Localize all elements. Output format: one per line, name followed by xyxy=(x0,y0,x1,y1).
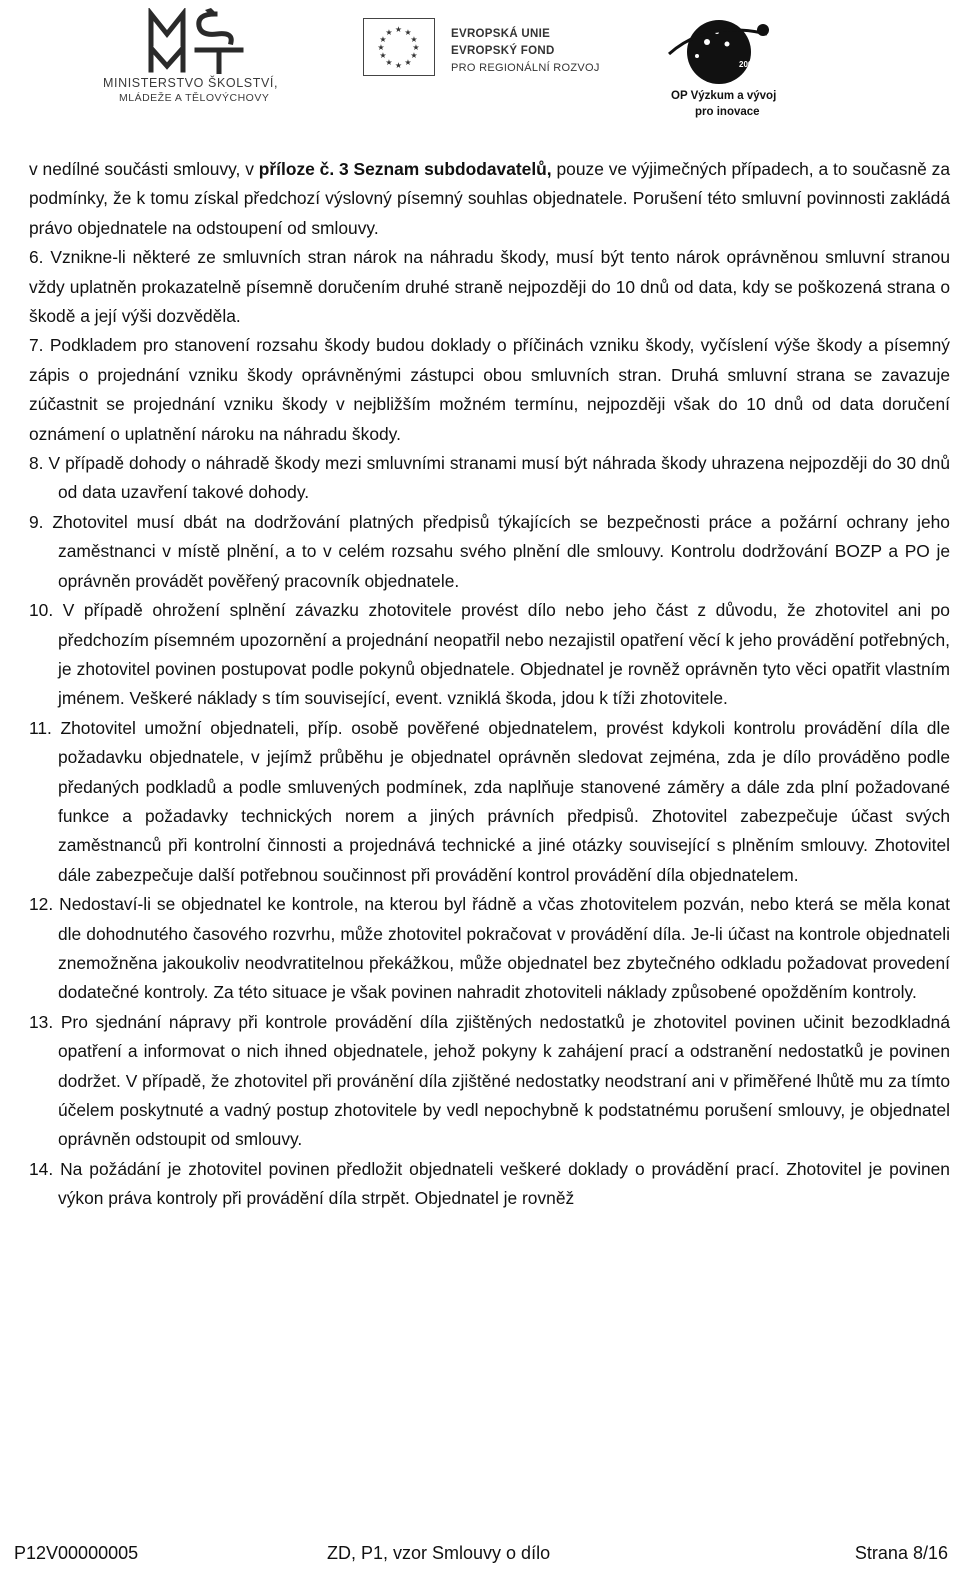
item-text: Podkladem pro stanovení rozsahu škody budou doklady o příčinách vzniku škody, vyčíslení výše škody a písemný zápis o projednání vzniku škody oprávněnými zástupci obou smluvních stran. Druhá smluvní strana se zavazuje zúčastnit se projednání vzniku škody v nejbližším možném termínu, nejpozději však do 10 dnů od data doručení oznámení o uplatnění nároku na náhradu škody. xyxy=(29,335,950,444)
msmt-emblem xyxy=(145,8,255,74)
op-line2: pro inovace xyxy=(695,106,760,118)
svg-text:★: ★ xyxy=(394,61,403,70)
item-12 xyxy=(29,890,950,1008)
msmt-name-line2: MLÁDEŽE A TĚLOVÝCHOVY xyxy=(119,92,270,104)
footer-document-title: ZD, P1, vzor Smlouvy o dílo xyxy=(327,1543,551,1563)
item-8 xyxy=(29,449,950,508)
item-number: 9. xyxy=(29,511,44,532)
footer-page-number: Strana 8/16 xyxy=(854,1543,948,1563)
svg-text:★: ★ xyxy=(385,28,393,37)
svg-text:★: ★ xyxy=(410,51,418,60)
op-line1: OP Výzkum a vývoj xyxy=(671,90,777,102)
item-9 xyxy=(29,508,950,596)
item-number: 13. xyxy=(29,1011,54,1032)
document-body xyxy=(29,155,950,1214)
item-11 xyxy=(29,714,950,890)
item-number: 7. xyxy=(29,335,44,356)
svg-text:★: ★ xyxy=(379,35,387,44)
item-text: Pro sjednání nápravy při kontrole provádění díla zjištěných nedostatků je zhotovitel povinen učinit bezodkladná opatření a informovat o nich ihned objednatele, jehož pokyny k zahájení prací a odstranění nedostatků je povinen dodržet. V případě, že zhotovitel při provánění díla zjištěné nedostatky neodstraní ani v přiměřené lhůtě mu za tímto účelem poskytnuté a vadný postup zhotovitele by vedl nepochybně k podstatnému porušení smlouvy, je objednatel oprávněn odstoupit od smlouvy. xyxy=(58,1011,950,1150)
item-text: V případě dohody o náhradě škody mezi smluvními stranami musí být náhrada škody uhrazena nejpozději do 30 dnů od data uzavření takové dohody. xyxy=(48,453,950,503)
footer-document-id: P12V00000005 xyxy=(14,1543,139,1563)
eu-flag-icon xyxy=(363,18,435,76)
item-number: 12. xyxy=(29,894,54,915)
item-6 xyxy=(29,243,950,331)
svg-text:★: ★ xyxy=(377,43,385,52)
item-10 xyxy=(29,596,950,714)
svg-text:★: ★ xyxy=(385,58,393,67)
item-number: 10. xyxy=(29,600,54,621)
item-number: 14. xyxy=(29,1158,54,1179)
op-vvi-logo xyxy=(667,14,777,118)
eu-logo xyxy=(363,18,603,88)
eu-line2: EVROPSKÝ FOND xyxy=(451,45,555,57)
intro-bold: příloze č. 3 Seznam subdodavatelů, xyxy=(258,159,552,179)
item-number: 11. xyxy=(29,717,52,738)
eu-line1: EVROPSKÁ UNIE xyxy=(451,28,551,40)
item-13 xyxy=(29,1008,950,1155)
page-footer xyxy=(0,1543,960,1573)
msmt-logo xyxy=(103,8,303,108)
item-text: V případě ohrožení splnění závazku zhotovitele provést dílo nebo jeho část z důvodu, že zhotovitel ani po předchozím písemném upozornění a projednání neopatřil nebo nezajistil opatření věcí k jeho provádění potřebných, je zhotovitel povinen postupovat podle pokynů objednatele. Objednatel je rovněž oprávněn tyto věci opatřit vlastním jménem. Veškeré náklady s tím související, event. vzniklá škoda, jdou k tíži zhotovitele. xyxy=(58,600,950,709)
op-year: 2007-13 xyxy=(739,60,769,69)
intro-paragraph xyxy=(29,155,950,243)
svg-text:★: ★ xyxy=(404,28,412,37)
msmt-name-line1: MINISTERSTVO ŠKOLSTVÍ, xyxy=(103,76,279,90)
svg-text:★: ★ xyxy=(379,51,387,60)
page-header xyxy=(0,0,960,130)
svg-text:★: ★ xyxy=(404,58,412,67)
item-14 xyxy=(29,1155,950,1214)
svg-text:★: ★ xyxy=(410,35,418,44)
intro-text-2: pouze ve výjimečných případech, a to současně za podmínky, že k tomu získal předchozí výslovný písemný souhlas objednatele. Porušení této smluvní povinnosti zakládá právo objednatele na odstoupení od smlouvy. xyxy=(29,159,950,238)
eu-line3: PRO REGIONÁLNÍ ROZVOJ xyxy=(451,62,600,74)
op-emblem-icon xyxy=(667,14,771,86)
item-number: 8. xyxy=(29,453,44,474)
intro-text-1: v nedílné součásti smlouvy, v xyxy=(29,159,259,179)
item-text: Na požádání je zhotovitel povinen předložit objednateli veškeré doklady o provádění prací. Zhotovitel je povinen výkon práva kontroly při provádění díla strpět. Objednatel je rovněž xyxy=(58,1158,950,1209)
item-text: Vznikne-li některé ze smluvních stran nárok na náhradu škody, musí být tento nárok oprávněnou smluvní stranou vždy uplatněn prokazatelně písemně doručením druhé straně nejpozději do 10 dnů od data, kdy se poškozená strana o škodě a její výši dozvěděla. xyxy=(29,247,950,327)
svg-text:★: ★ xyxy=(394,25,403,34)
item-number: 6. xyxy=(29,247,44,268)
item-text: Nedostaví-li se objednatel ke kontrole, na kterou byl řádně a včas zhotovitelem pozván, nebo která se měla konat dle dohodnutého časového rozvrhu, může zhotovitel pokračovat v provádění díla. Je-li účast na kontrole objednateli znemožněna jakoukoliv neodvratitelnou překážkou, může objednatel bez zbytečného odkladu požadovat provedení dodatečné kontroly. Za této situace je však povinen nahradit zhotoviteli náklady způsobené opožděním kontroly. xyxy=(58,894,950,1003)
item-text: Zhotovitel umožní objednateli, příp. osobě pověřené objednatelem, provést kdykoli kontrolu provádění díla dle požadavku objednatele, v jejímž průběhu je objednatel oprávněn sledovat zejména, zda je dílo prováděno podle předaných podkladů a podle smluvených podmínek, zda naplňuje stanovené záměry a dále zda plní požadované funkce a požadavky technických norem a jiných právních předpisů. Zhotovitel zabezpečuje účast svých zaměstnanců při kontrolní činnosti a projednává technické a jiné otázky související s plněním smlouvy. Zhotovitel dále zabezpečuje další potřebnou součinnost při provádění kontrol provádění díla objednatelem. xyxy=(58,717,950,885)
svg-text:★: ★ xyxy=(412,43,420,52)
item-7 xyxy=(29,331,950,449)
item-text: Zhotovitel musí dbát na dodržování platných předpisů týkajících se bezpečnosti práce a požární ochrany jeho zaměstnanci v místě plnění, a to v celém rozsahu svého plnění dle smlouvy. Kontrolu dodržování BOZP a PO je oprávněn provádět pověřený pracovník objednatele. xyxy=(52,511,950,591)
